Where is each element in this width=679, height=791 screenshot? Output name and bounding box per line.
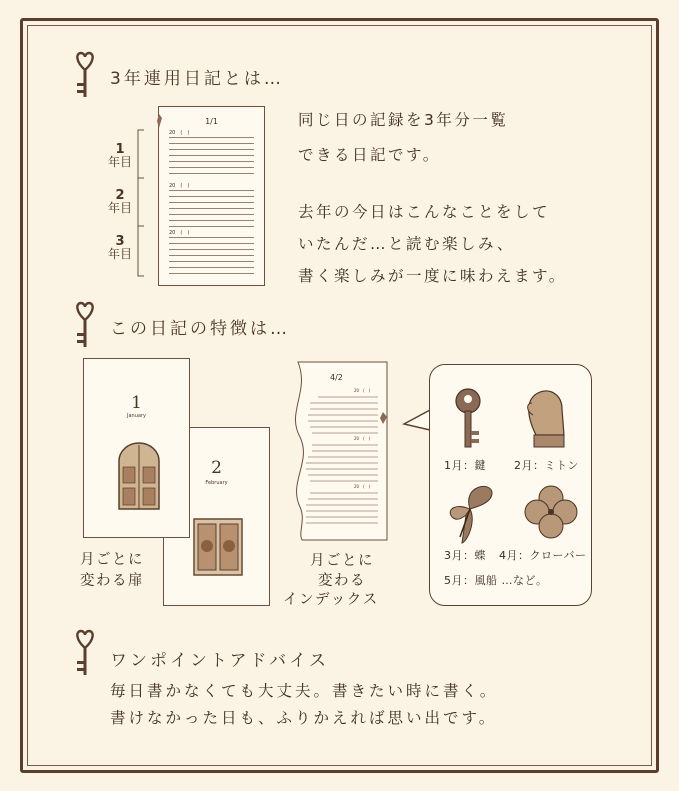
advice-line-1: 毎日書かなくても大丈夫。書きたい時に書く。: [110, 682, 499, 700]
year-label-3: 3 年目: [108, 234, 133, 261]
year-bracket: [134, 128, 146, 278]
desc-line-3: 去年の今日はこんなことをして: [298, 203, 551, 221]
caption-index-line2: 変わる: [318, 573, 366, 589]
month-number: 1: [131, 393, 142, 413]
section2-heading: この日記の特徴は…: [110, 319, 290, 339]
key-icon: [450, 387, 486, 453]
month-name: January: [127, 413, 146, 419]
month-page-january: [83, 358, 190, 538]
year-label-2: 2 年目: [108, 188, 133, 215]
entry-label: 20 ( ): [169, 183, 190, 189]
section3-heading: ワンポイントアドバイス: [110, 651, 329, 671]
desc-line-2: できる日記です。: [298, 146, 441, 164]
section1-heading: 3年連用日記とは…: [110, 69, 284, 89]
index-tab-icon: [153, 112, 165, 130]
entry-label: 20 ( ): [169, 130, 190, 136]
double-door-illustration: [193, 518, 243, 576]
key-icon: [72, 50, 98, 100]
desc-line-1: 同じ日の記録を3年分一覧: [298, 111, 509, 129]
index-page-date: 4/2: [330, 373, 343, 382]
door-illustration: [117, 441, 161, 511]
caption-door-line1: 月ごとに: [80, 552, 144, 568]
sample-diary-page: [158, 106, 265, 286]
entry-label: 20 ( ): [354, 388, 371, 393]
entry-label: 20 ( ): [169, 230, 190, 236]
butterfly-icon: [442, 479, 498, 545]
caption-index-line1: 月ごとに: [310, 553, 374, 569]
legend-key: 1月：鍵: [444, 459, 486, 472]
legend-balloon: 5月：風船 …など。: [444, 574, 548, 587]
sample-page-date: 1/1: [205, 117, 218, 126]
caption-index-line3: インデックス: [283, 592, 379, 608]
month-number: 2: [211, 458, 222, 478]
clover-icon: [520, 481, 582, 543]
mitten-icon: [524, 385, 568, 449]
desc-line-4: いたんだ…と読む楽しみ、: [298, 235, 515, 253]
legend-clover: 4月：クローバー: [499, 549, 587, 562]
index-motif-bubble: [429, 364, 592, 606]
year-label-1: 1 年目: [108, 142, 133, 169]
month-name: February: [205, 480, 228, 486]
desc-line-5: 書く楽しみが一度に味わえます。: [298, 267, 567, 285]
bubble-tail: [402, 408, 432, 434]
legend-butterfly: 3月：蝶: [444, 549, 486, 562]
legend-mitten: 2月：ミトン: [514, 459, 579, 472]
caption-door-line2: 変わる扉: [80, 573, 144, 589]
entry-label: 20 ( ): [354, 436, 371, 441]
entry-label: 20 ( ): [354, 484, 371, 489]
key-icon: [72, 628, 98, 678]
advice-line-2: 書けなかった日も、ふりかえれば思い出です。: [110, 709, 498, 727]
key-icon: [72, 300, 98, 350]
